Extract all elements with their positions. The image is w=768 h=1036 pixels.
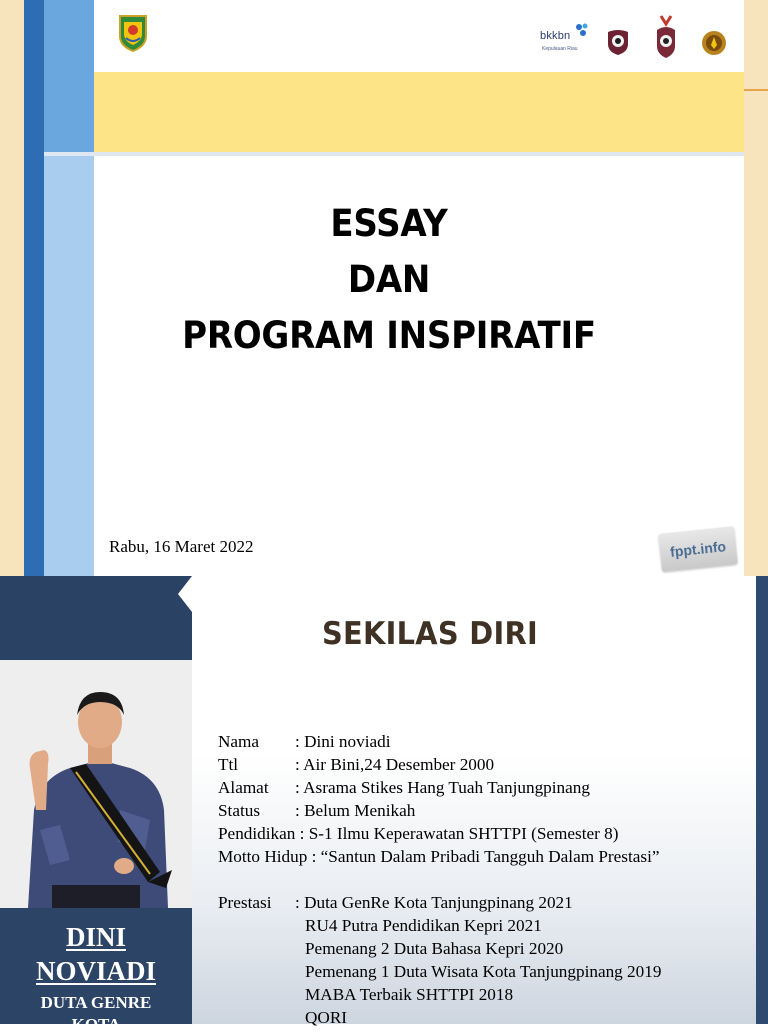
decor-line [744, 89, 768, 91]
name-line: DINI [65, 922, 126, 952]
achievement-item: QORI [305, 1008, 348, 1027]
role-line: DUTA GENRE [40, 993, 152, 1012]
decor-strip-dark [24, 0, 44, 576]
government-emblem-logo [118, 14, 148, 52]
achievement-item: RU4 Putra Pendidikan Kepri 2021 [305, 916, 542, 935]
info-row-status [218, 799, 661, 822]
profile-role [0, 992, 192, 1036]
slide-profile [0, 576, 768, 1034]
achievement-item: Pemenang 2 Duta Bahasa Kepri 2020 [305, 939, 564, 958]
spacer [218, 868, 661, 891]
profile-info [218, 730, 661, 1029]
garuda-logo [701, 29, 727, 57]
info-row-nama [218, 730, 661, 753]
slide-header [94, 0, 744, 72]
info-value: : Air Bini,24 Desember 2000 [295, 755, 495, 774]
bkkbn-name: bkkbn [540, 30, 571, 42]
info-row-motto [218, 845, 661, 868]
slide-title-text [118, 196, 661, 364]
bkkbn-logo [540, 22, 594, 56]
decor-strip-light [44, 155, 94, 576]
person-photo [0, 660, 192, 908]
info-label: Alamat [218, 778, 269, 797]
left-panel-top [0, 576, 192, 660]
section-heading: SEKILAS DIRI [322, 616, 538, 652]
title-line: PROGRAM INSPIRATIF [182, 314, 596, 357]
duta-logo [653, 14, 679, 60]
title-line: DAN [347, 258, 431, 301]
achievement-item: Pemenang 1 Duta Wisata Kota Tanjungpinang 2019 [305, 962, 662, 981]
bkkbn-mark-icon [574, 22, 590, 38]
info-row-alamat [218, 776, 661, 799]
achievement-item: : Duta GenRe Kota Tanjungpinang 2021 [295, 893, 573, 912]
info-label: Status [218, 801, 261, 820]
info-motto: Motto Hidup : “Santun Dalam Pribadi Tangguh Dalam Prestasi” [218, 847, 660, 866]
title-line: ESSAY [330, 202, 448, 245]
info-label: Ttl [218, 755, 239, 774]
info-row-pendidikan [218, 822, 661, 845]
presentation-date: Rabu, 16 Maret 2022 [109, 537, 254, 556]
info-value: : Dini noviadi [295, 732, 391, 751]
genre-logo [605, 28, 631, 56]
info-row-prestasi [218, 891, 661, 914]
yellow-band [94, 72, 744, 156]
fppt-watermark [658, 526, 738, 572]
role-line: KOTA [71, 1015, 121, 1034]
right-edge [756, 576, 768, 1024]
achievement-item: MABA Terbaik SHTTPI 2018 [305, 985, 514, 1004]
bkkbn-region: Kepulauan Riau [542, 46, 578, 52]
info-pendidikan: Pendidikan : S-1 Ilmu Keperawatan SHTTPI (Semester 8) [218, 824, 619, 843]
name-line: NOVIADI [35, 956, 156, 986]
watermark-text: fppt.info [669, 538, 727, 560]
info-row-ttl [218, 753, 661, 776]
info-label: Nama [218, 732, 260, 751]
info-value: : Asrama Stikes Hang Tuah Tanjungpinang [295, 778, 590, 797]
info-value: : Belum Menikah [295, 801, 416, 820]
profile-name [0, 920, 192, 988]
info-label: Prestasi [218, 893, 272, 912]
